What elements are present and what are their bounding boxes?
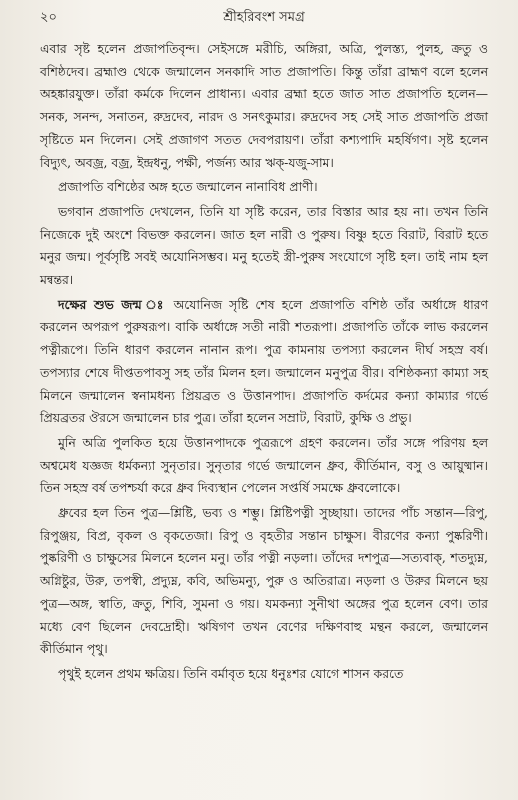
- page-number: ২০: [40, 10, 57, 25]
- paragraph-2: [40, 176, 488, 199]
- section-heading-daksha: দক্ষের শুভ জন্ম ঃ: [58, 296, 167, 312]
- paragraph-text: মুনি অত্রি পুলকিত হয়ে উত্তানপাদকে পুত্ররূপে গ্রহণ করলেন। তাঁর সঙ্গে পরিণয় হল অশ্বমেধ যজ্ঞজ ধর্মকন্যা সুনৃতার। সুনৃতার গর্ভে জন্মালেন ধ্রুব, কীর্তিমান, বসু ও আয়ুষ্মান। তিন সহস্র বর্ষ তপশ্চর্যা করে ধ্রুব দিব্যস্থান পেলেন সপ্তর্ষি সমক্ষে ধ্রুবলোকে।: [40, 434, 488, 496]
- page-header: [40, 8, 488, 32]
- paragraph-text: পৃথুই হলেন প্রথম ক্ষত্রিয়। তিনি বর্মাবৃত হয়ে ধনুঃশর যোগে শাসন করতে: [58, 665, 404, 681]
- paragraph-1: [40, 38, 488, 174]
- body-text: [40, 38, 488, 686]
- running-title: শ্রীহরিবংশ সমগ্র: [223, 10, 305, 25]
- paragraph-text: অযোনিজ সৃষ্টি শেষ হলে প্রজাপতি বশিষ্ঠ তাঁর অর্ধাঙ্গে ধারণ করলেন অপরূপ পুরুষরূপ। বাকি অর্ধাঙ্গে সতী নারী শতরূপা। প্রজাপতি তাঁকে লাভ করলেন পত্নীরূপে। তিনি ধারণ করলেন নানান রূপ। পুত্র কামনায় তপস্যা করলেন দীর্ঘ সহস্র বর্ষ। তপস্যার শেষে দীপ্ততপাবসু সহ তাঁর মিলন হল। জন্মালেন মনুপুত্র বীর। বশিষ্ঠকন্যা কাম্যা সহ মিলনে জন্মালেন স্বনামধন্য প্রিয়ব্রত ও উত্তানপাদ। প্রজাপতি কর্দমের কন্যা কাম্যার গর্ভে প্রিয়ব্রতর ঔরসে জন্মালেন চার পুত্র। তাঁরা হলেন সম্রাট, বিরাট, কুক্ষি ও প্রভু।: [40, 296, 488, 426]
- paragraph-5: [40, 432, 488, 500]
- paragraph-7: [40, 663, 488, 686]
- paragraph-text: ভগবান প্রজাপতি দেখলেন, তিনি যা সৃষ্টি করেন, তার বিস্তার আর হয় না। তখন তিনি নিজেকে দুই অংশে বিভক্ত করলেন। জাত হল নারী ও পুরুষ। বিষ্ণু হতে বিরাট, বিরাট হতে মনুর জন্ম। পূর্বসৃষ্টি সবই অযোনিসম্ভব। মনু হতেই স্ত্রী-পুরুষ সংযোগে সৃষ্টি হল। তাই নাম হল মন্বন্তর।: [40, 203, 488, 288]
- paragraph-3: [40, 201, 488, 292]
- paragraph-4: [40, 294, 488, 430]
- paragraph-text: এবার সৃষ্ট হলেন প্রজাপতিবৃন্দ। সেইসঙ্গে মরীচি, অঙ্গিরা, অত্রি, পুলস্ত্য, পুলহ, ক্রতু ও বশিষ্ঠদেব। ব্রহ্মাণ্ড থেকে জন্মালেন সনকাদি সাত প্রজাপতি। কিন্তু তাঁরা ব্রাহ্মণ বলে হলেন অহঙ্কারযুক্ত। তাঁরা কর্মকে দিলেন প্রাধান্য। এবার ব্রহ্মা হতে জাত সাত প্রজাপতি হলেন—সনক, সনন্দ, সনাতন, রুদ্রদেব, নারদ ও সনৎকুমার। রুদ্রদেব সহ সেই সাত প্রজাপতি প্রজা সৃষ্টিতে মন দিলেন। সেই প্রজাগণ সতত দেবপরায়ণ। তাঁরা কশ্যপাদি মহর্ষিগণ। সৃষ্ট হলেন বিদ্যুৎ, অবজ্র, বজ্র, ইন্দ্রধনু, পক্ষী, পর্জন্য আর ঋক্‌-যজু-সাম।: [40, 41, 488, 170]
- paragraph-text: প্রজাপতি বশিষ্ঠের অঙ্গ হতে জন্মালেন নানাবিধ প্রাণী।: [58, 179, 318, 195]
- paragraph-text: ধ্রুবের হল তিন পুত্র—শ্লিষ্টি, ভব্য ও শম্ভু। শ্লিষ্টিপত্নী সুচ্ছায়া। তাদের পাঁচ সন্তান—রিপু, রিপুঞ্জয়, বিপ্র, বৃকল ও বৃকতেজা। রিপু ও বৃহতীর সন্তান চাক্ষুস। বীরণের কন্যা পুষ্করিণী। পুষ্করিণী ও চাক্ষুসের মিলনে হলেন মনু। তাঁর পত্নী নড়লা। তাঁদের দশপুত্র—সত্যবাক্‌, শতদ্যুম্ন, অগ্নিষ্টুর, উরু, তপস্বী, প্রদ্যুম্ন, কবি, অভিমন্যু, পুরু ও অতিরাত্র। নড়লা ও উরুর মিলনে ছয় পুত্র—অঙ্গ, স্বাতি, ক্রতু, শিবি, সুমনা ও গয়। যমকন্যা সুনীথা অঙ্গের পুত্র হলেন বেণ। তার মধ্যে বেণ ছিলেন দেবদ্রোহী। ঋষিগণ তখন বেণের দক্ষিণবাহু মন্থন করলে, জন্মালেন কীর্তিমান পৃথু।: [40, 505, 489, 657]
- paragraph-6: [40, 502, 488, 661]
